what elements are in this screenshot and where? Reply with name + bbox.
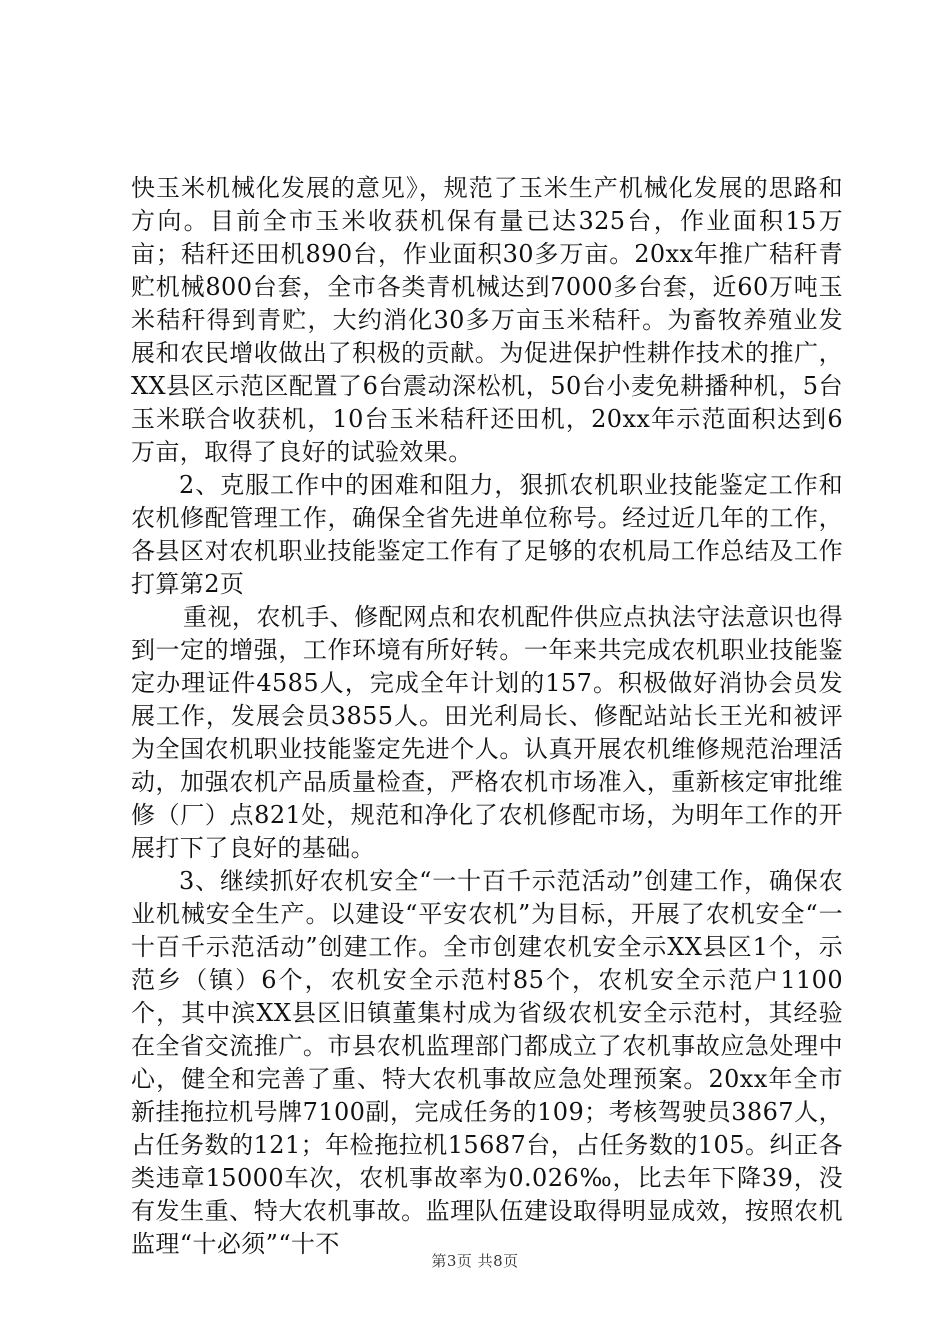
page-number-label: 第3页 共8页 bbox=[431, 1252, 519, 1270]
paragraph-4: 3、继续抓好农机安全“一十百千示范活动”创建工作，确保农业机械安全生产。以建设“平安农机”为目标，开展了农机安全“一十百千示范活动”创建工作。全市创建农机安全示XX县区1个，示范乡（镇）6个，农机安全示范村85个，农机安全示范户1100个，其中滨XX县区旧镇董集村成为省级农机安全示范村，其经验在全省交流推广。市县农机监理部门都成立了农机事故应急处理中心，健全和完善了重、特大农机事故应急处理预案。20xx年全市新挂拖拉机号牌7100副，完成任务的109；考核驾驶员3867人，占任务数的121；年检拖拉机15687台，占任务数的105。纠正各类违章15000车次，农机事故率为0.026‰，比去年下降39，没有发生重、特大农机事故。监理队伍建设取得明显成效，按照农机监理“十必须”“十不 bbox=[131, 867, 843, 1258]
paragraph-3: 重视，农机手、修配网点和农机配件供应点执法守法意识也得到一定的增强，工作环境有所好转。一年来共完成农机职业技能鉴定办理证件4585人，完成全年计划的157。积极做好消协会员发展工作，发展会员3855人。田光利局长、修配站站长王光和被评为全国农机职业技能鉴定先进个人。认真开展农机维修规范治理活动，加强农机产品质量检查，严格农机市场准入，重新核定审批维修（厂）点821处，规范和净化了农机修配市场，为明年工作的开展打下了良好的基础。 bbox=[131, 603, 843, 862]
page-footer bbox=[0, 1250, 950, 1271]
paragraph-1: 快玉米机械化发展的意见》，规范了玉米生产机械化发展的思路和方向。目前全市玉米收获机保有量已达325台，作业面积15万亩；秸秆还田机890台，作业面积30多万亩。20xx年推广秸秆青贮机械800台套，全市各类青机械达到7000多台套，近60万吨玉米秸秆得到青贮，大约消化30多万亩玉米秸秆。为畜牧养殖业发展和农民增收做出了积极的贡献。为促进保护性耕作技术的推广，XX县区示范区配置了6台震动深松机，50台小麦免耕播种机，5台玉米联合收获机，10台玉米秸秆还田机，20xx年示范面积达到6万亩，取得了良好的试验效果。 bbox=[131, 174, 843, 466]
paragraph-2: 2、克服工作中的困难和阻力，狠抓农机职业技能鉴定工作和农机修配管理工作，确保全省先进单位称号。经过近几年的工作，各县区对农机职业技能鉴定工作有了足够的农机局工作总结及工作打算第2页 bbox=[131, 471, 843, 598]
document-body bbox=[131, 172, 843, 1261]
